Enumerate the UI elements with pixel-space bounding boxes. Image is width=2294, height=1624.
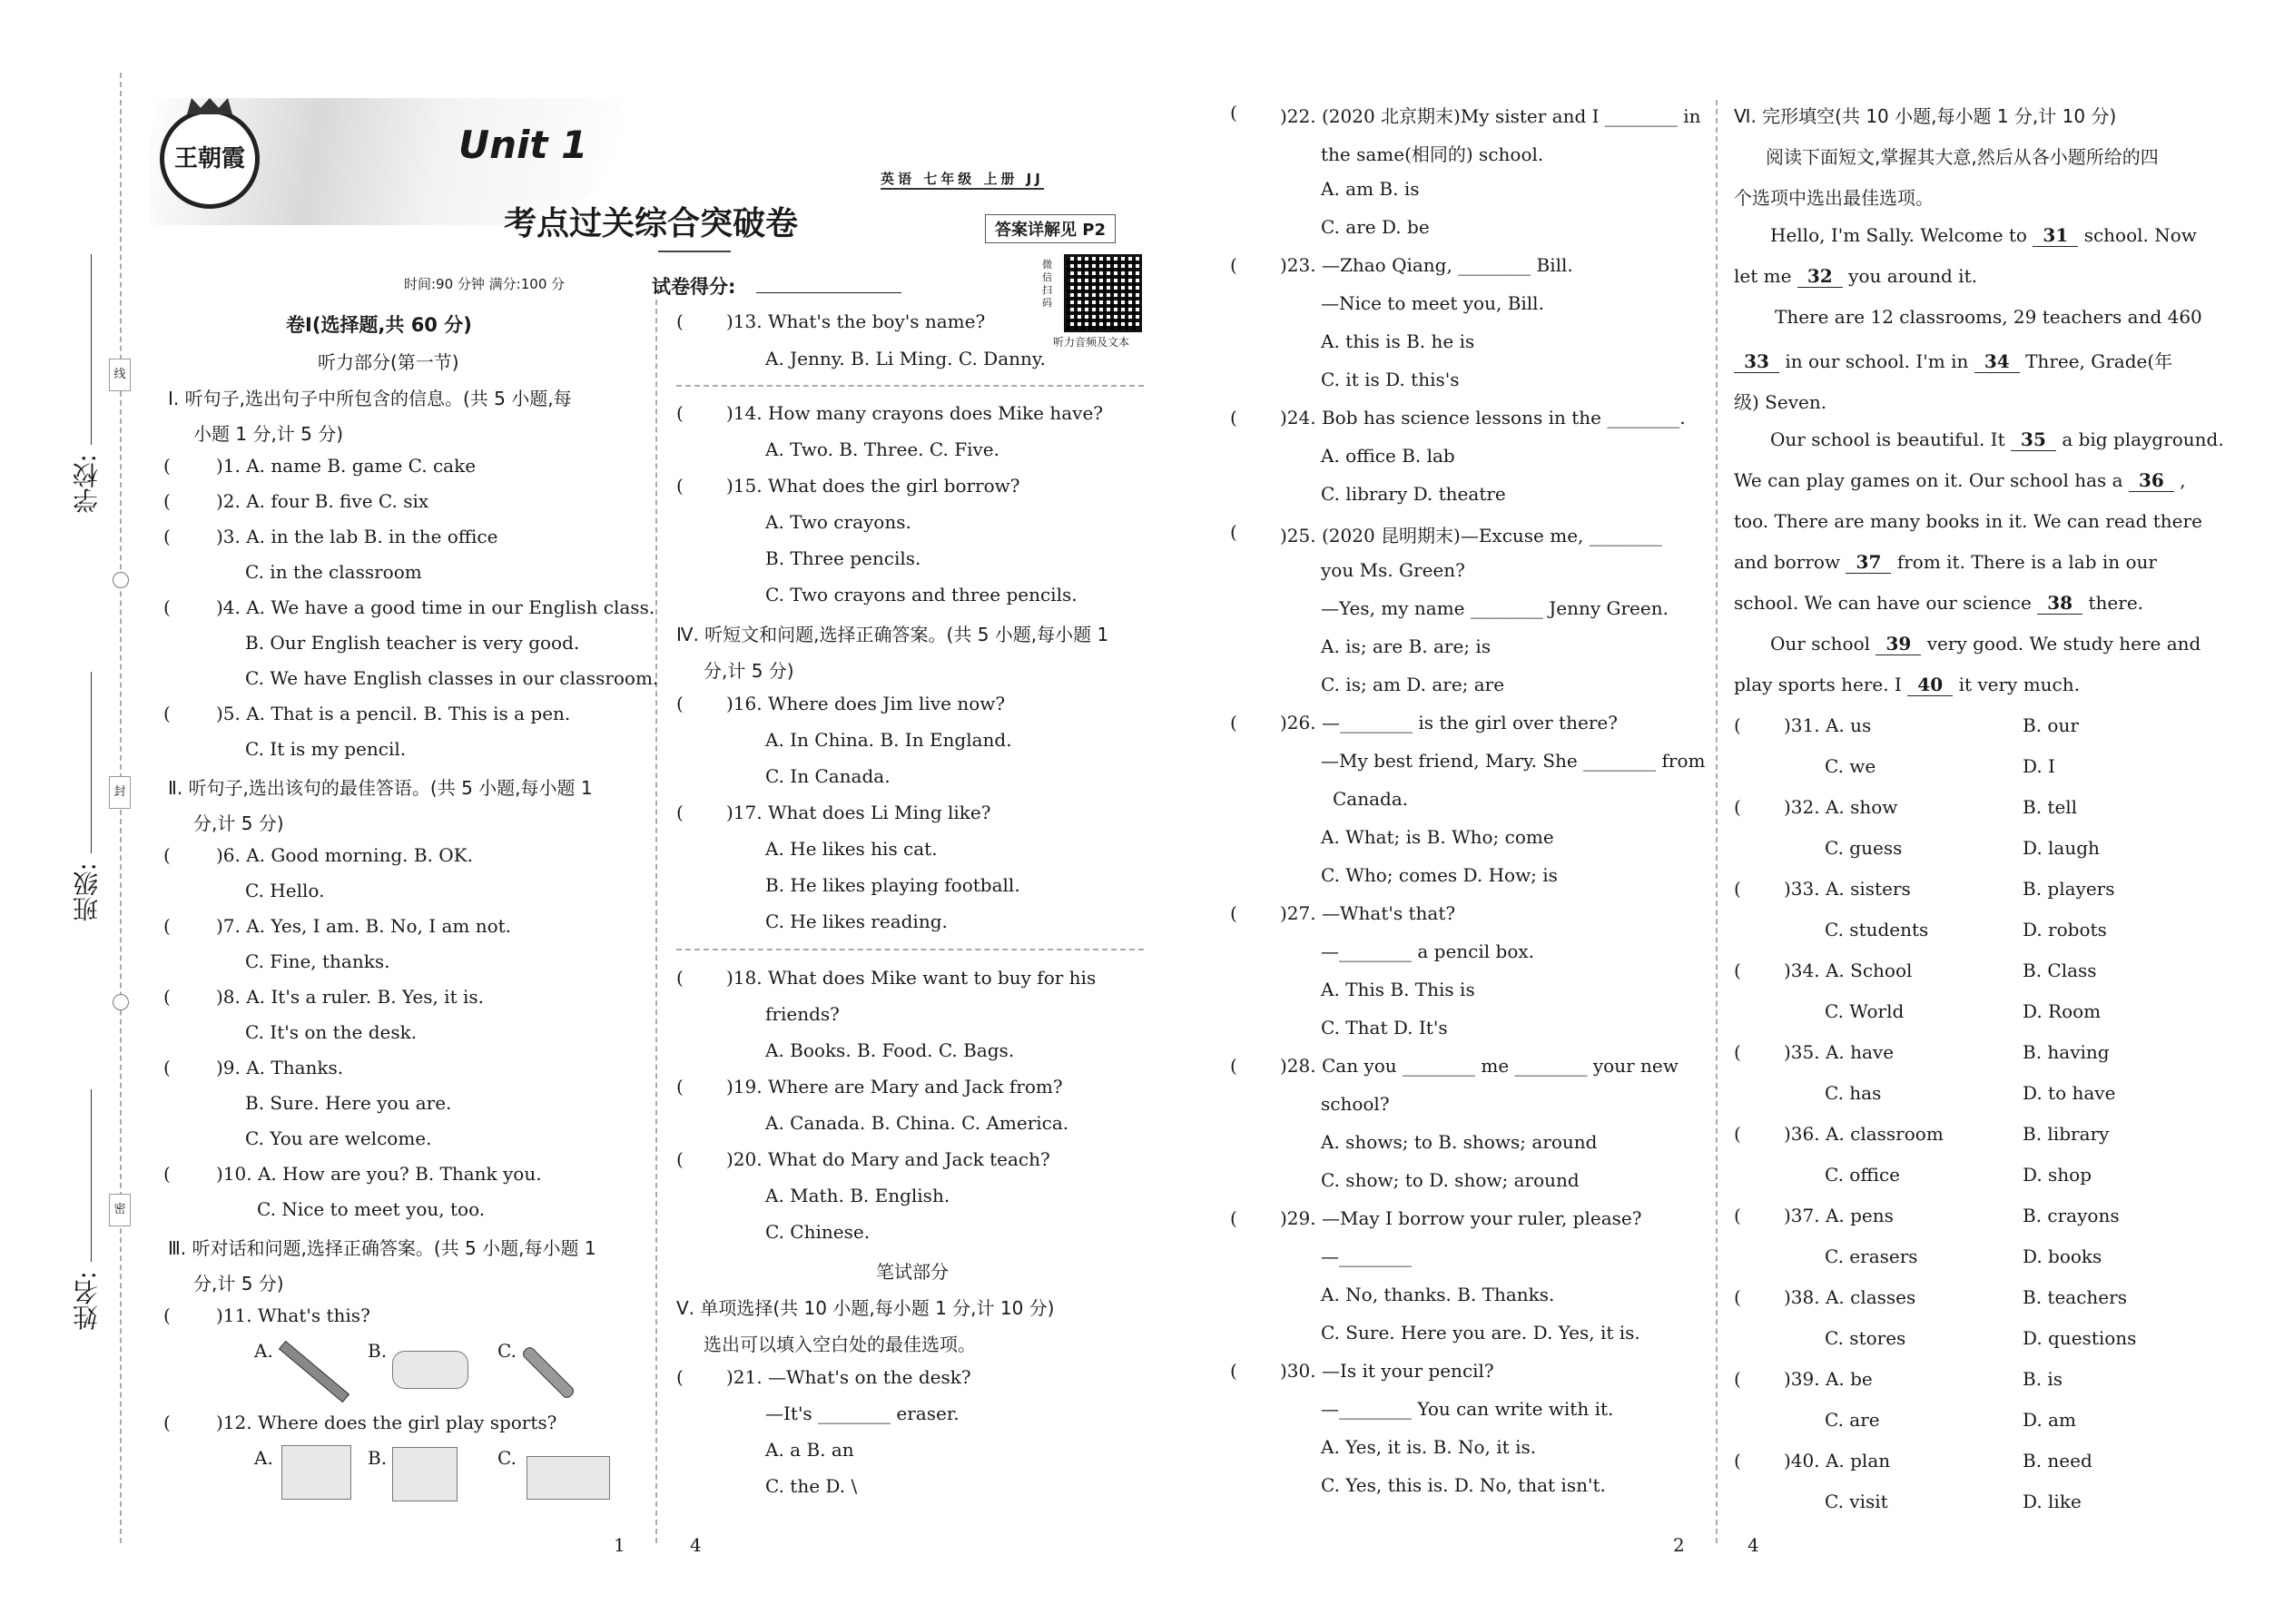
answer-paren[interactable]: ( (163, 1412, 171, 1433)
passage-line (1734, 674, 2080, 696)
option: C. That D. It's (1321, 1017, 1448, 1038)
question-9: )9. A. Thanks. (216, 1057, 344, 1078)
score-field[interactable] (756, 292, 901, 293)
question-26-cont: Canada. (1333, 788, 1409, 810)
option: D. laugh (2023, 837, 2100, 859)
option: A. Two. B. Three. C. Five. (765, 438, 999, 460)
answer-paren[interactable]: ( (1734, 1041, 1741, 1063)
question-38: )38. A. classes (1784, 1286, 1916, 1308)
answer-paren[interactable]: ( (163, 703, 171, 724)
section-heading: Ⅲ. 听对话和问题,选择正确答案。(共 5 小题,每小题 1 (168, 1237, 596, 1259)
section-heading: Ⅱ. 听句子,选出该句的最佳答语。(共 5 小题,每小题 1 (168, 777, 593, 799)
option: C. we (1825, 755, 1876, 777)
question-29: )29. —May I borrow your ruler, please? (1280, 1207, 1642, 1229)
question-23: )23. —Zhao Qiang, ________ Bill. (1280, 254, 1573, 276)
answer-paren[interactable]: ( (1230, 254, 1237, 276)
option: C. It's on the desk. (245, 1021, 418, 1043)
option: B. Sure. Here you are. (245, 1092, 452, 1114)
answer-paren[interactable]: ( (1734, 878, 1741, 900)
question-26-cont: —My best friend, Mary. She ________ from (1321, 750, 1706, 772)
question-3: )3. A. in the lab B. in the office (216, 526, 498, 547)
question-36: )36. A. classroom (1784, 1123, 1944, 1145)
option-label: B. (368, 1447, 388, 1469)
playground-image[interactable] (281, 1445, 351, 1500)
answer-ref-box (985, 214, 1116, 243)
question-40: )40. A. plan (1784, 1450, 1891, 1471)
passage-text: Our school is beautiful. It (1770, 428, 2005, 450)
brand-logo (160, 109, 260, 209)
question-33: )33. A. sisters (1784, 878, 1911, 900)
unit-title: Unit 1 (458, 123, 588, 167)
option: B. teachers (2023, 1286, 2127, 1308)
answer-paren[interactable]: ( (163, 490, 171, 512)
question-30-cont: —________ You can write with it. (1321, 1398, 1614, 1420)
option: B. Our English teacher is very good. (245, 632, 580, 654)
option: C. students (1825, 919, 1929, 940)
option: C. show; to D. show; around (1321, 1169, 1580, 1191)
answer-paren[interactable]: ( (676, 402, 684, 424)
answer-paren[interactable]: ( (163, 1163, 171, 1185)
question-4: )4. A. We have a good time in our English class. (216, 596, 655, 618)
class-label: 班级: (72, 862, 102, 922)
option: D. questions (2023, 1327, 2137, 1349)
option: D. robots (2023, 919, 2107, 940)
option: B. need (2023, 1450, 2092, 1471)
answer-paren[interactable]: ( (163, 526, 171, 547)
answer-paren[interactable]: ( (163, 915, 171, 937)
option: D. books (2023, 1245, 2102, 1267)
option: D. Room (2023, 1000, 2102, 1022)
option: C. Nice to meet you, too. (257, 1198, 486, 1220)
option: A. Books. B. Food. C. Bags. (765, 1039, 1015, 1061)
passage-text: too. There are many books in it. We can read there (1734, 510, 2202, 532)
column-divider (655, 300, 657, 1543)
passage-text: and borrow (1734, 551, 1841, 573)
option: C. erasers (1825, 1245, 1918, 1267)
passage-text: let me (1734, 265, 1792, 287)
answer-ref: 答案详解见 P2 (995, 221, 1106, 240)
question-23-cont: —Nice to meet you, Bill. (1321, 292, 1544, 314)
option: C. It is my pencil. (245, 738, 407, 760)
option: A. office B. lab (1321, 445, 1455, 467)
answer-paren[interactable]: ( (1734, 1123, 1741, 1145)
option: C. Sure. Here you are. D. Yes, it is. (1321, 1322, 1640, 1343)
option: C. the D. \ (765, 1475, 858, 1497)
school-label: 学校: (72, 454, 102, 514)
pencil-image[interactable] (279, 1341, 350, 1403)
option: A. Math. B. English. (765, 1185, 950, 1206)
passage-text: Three, Grade(年 (2025, 350, 2173, 372)
option: D. I (2023, 755, 2055, 777)
question-6: )6. A. Good morning. B. OK. (216, 844, 473, 866)
passage-line (1770, 224, 2197, 247)
qr-code[interactable] (1064, 254, 1142, 332)
page-divider (1716, 100, 1718, 1543)
section-instruction: 选出可以填入空白处的最佳选项。 (704, 1334, 976, 1355)
question-10: )10. A. How are you? B. Thank you. (216, 1163, 542, 1185)
question-31: )31. A. us (1784, 714, 1872, 736)
page-number: 1 (614, 1534, 625, 1556)
answer-paren[interactable]: ( (163, 844, 171, 866)
answer-paren[interactable]: ( (1734, 1286, 1741, 1308)
passage-text: There are 12 classrooms, 29 teachers and 460 (1775, 306, 2202, 328)
qr-side-label: 微信扫码 (1042, 259, 1052, 309)
option: B. players (2023, 878, 2115, 900)
page-number: 2 (1673, 1534, 1685, 1556)
option: C. has (1825, 1082, 1882, 1104)
passage-text: 级) Seven. (1734, 391, 1827, 413)
question-27-cont: —________ a pencil box. (1321, 940, 1534, 962)
pen-image[interactable] (521, 1345, 576, 1401)
passage-text: a big playground. (2062, 428, 2224, 450)
section-heading: Ⅰ. 听句子,选出句子中所包含的信息。(共 5 小题,每 (168, 388, 572, 409)
question-29-cont: —________ (1321, 1245, 1412, 1267)
answer-paren[interactable]: ( (1230, 1360, 1237, 1382)
question-12: )12. Where does the girl play sports? (216, 1412, 557, 1433)
option: B. library (2023, 1123, 2110, 1145)
passage-line (1734, 551, 2157, 574)
question-20: )20. What do Mary and Jack teach? (726, 1148, 1050, 1170)
passage-text: very good. We study here and (1926, 633, 2201, 655)
option: A. a B. an (765, 1439, 854, 1461)
blank-34[interactable]: 34 (1974, 350, 2020, 373)
pencil-case-image[interactable] (392, 1351, 468, 1389)
option: C. World (1825, 1000, 1905, 1022)
option-label: A. (254, 1447, 273, 1469)
answer-paren[interactable]: ( (1230, 407, 1237, 428)
option: A. Canada. B. China. C. America. (765, 1112, 1069, 1134)
option: C. Chinese. (765, 1221, 871, 1243)
answer-paren[interactable]: ( (1734, 1368, 1741, 1390)
passage-text: Our school (1770, 633, 1871, 655)
question-21-cont: —It's ________ eraser. (765, 1403, 960, 1424)
name-label: 姓名: (72, 1271, 102, 1331)
option: A. this is B. he is (1321, 330, 1475, 352)
field-image[interactable] (527, 1456, 610, 1500)
option: B. tell (2023, 796, 2078, 818)
score-label: 试卷得分: (652, 276, 736, 298)
blank-31[interactable]: 31 (2033, 224, 2078, 247)
written-title: 笔试部分 (876, 1261, 949, 1283)
option-label: B. (368, 1340, 388, 1362)
seal-box-line: 线 (109, 359, 131, 391)
passage-text: from it. There is a lab in our (1896, 551, 2157, 573)
option: A. In China. B. In England. (765, 729, 1012, 751)
answer-paren[interactable]: ( (676, 310, 684, 332)
option: C. office (1825, 1164, 1900, 1186)
blank-35[interactable]: 35 (2011, 428, 2056, 451)
circle-icon (113, 572, 129, 588)
passage-text: there. (2088, 592, 2144, 614)
option: A. What; is B. Who; come (1321, 826, 1554, 848)
section-heading: 分,计 5 分) (193, 1273, 284, 1294)
passage-line (1734, 347, 2172, 373)
passage-text: you around it. (1848, 265, 1977, 287)
option: C. guess (1825, 837, 1903, 859)
option: B. He likes playing football. (765, 874, 1020, 896)
option: C. We have English classes in our classroom. (245, 667, 659, 689)
question-1: )1. A. name B. game C. cake (216, 455, 477, 477)
option: A. Two crayons. (765, 511, 911, 533)
answer-paren[interactable]: ( (1734, 714, 1741, 736)
option: C. it is D. this's (1321, 369, 1460, 390)
option: C. are (1825, 1409, 1880, 1431)
option: C. Hello. (245, 880, 325, 901)
question-2: )2. A. four B. five C. six (216, 490, 429, 512)
option: B. Three pencils. (765, 547, 921, 569)
option: C. are D. be (1321, 216, 1430, 238)
option-label: A. (254, 1340, 273, 1362)
passage-text: in our school. I'm in (1785, 350, 1969, 372)
page-number: 4 (1748, 1534, 1759, 1556)
question-24: )24. Bob has science lessons in the ________. (1280, 407, 1686, 428)
question-35: )35. A. have (1784, 1041, 1895, 1063)
answer-paren[interactable]: ( (1230, 521, 1237, 543)
blank-32[interactable]: 32 (1797, 265, 1843, 288)
answer-paren[interactable]: ( (1230, 1207, 1237, 1229)
option: C. Yes, this is. D. No, that isn't. (1321, 1474, 1606, 1496)
question-5: )5. A. That is a pencil. B. This is a pen. (216, 703, 571, 724)
section-heading: Ⅳ. 听短文和问题,选择正确答案。(共 5 小题,每小题 1 (676, 624, 1109, 645)
option: D. am (2023, 1409, 2076, 1431)
answer-paren[interactable]: ( (1734, 796, 1741, 818)
answer-paren[interactable]: ( (676, 1076, 684, 1097)
blank-39[interactable]: 39 (1876, 633, 1921, 655)
passage-text: We can play games on it. Our school has a (1734, 469, 2123, 491)
option: D. like (2023, 1491, 2082, 1512)
paper-title: 考点过关综合突破卷 (504, 204, 799, 242)
option: C. In Canada. (765, 765, 891, 787)
option-label: C. (497, 1447, 517, 1469)
passage-line (1770, 633, 2200, 655)
option: A. No, thanks. B. Thanks. (1321, 1284, 1555, 1305)
answer-paren[interactable]: ( (163, 1057, 171, 1078)
name-field[interactable] (91, 1089, 93, 1262)
question-25-cont: —Yes, my name ________ Jenny Green. (1321, 597, 1669, 619)
question-30: )30. —Is it your pencil? (1280, 1360, 1494, 1382)
question-27: )27. —What's that? (1280, 902, 1456, 924)
answer-paren[interactable]: ( (1230, 712, 1237, 733)
option-label: C. (497, 1340, 517, 1362)
question-25-cont: you Ms. Green? (1321, 559, 1465, 581)
option: C. Two crayons and three pencils. (765, 584, 1078, 605)
option: A. He likes his cat. (765, 838, 938, 860)
option: C. is; am D. are; are (1321, 674, 1505, 695)
answer-paren[interactable]: ( (676, 802, 684, 823)
option: A. am B. is (1321, 178, 1420, 200)
question-11: )11. What's this? (216, 1304, 370, 1326)
answer-paren[interactable]: ( (676, 1366, 684, 1388)
answer-paren[interactable]: ( (1230, 102, 1237, 123)
question-17: )17. What does Li Ming like? (726, 802, 991, 823)
answer-paren[interactable]: ( (1734, 1205, 1741, 1226)
passage-text: it very much. (1958, 674, 2080, 695)
question-7: )7. A. Yes, I am. B. No, I am not. (216, 915, 512, 937)
option: C. library D. theatre (1321, 483, 1506, 505)
question-21: )21. —What's on the desk? (726, 1366, 971, 1388)
answer-paren[interactable]: ( (163, 1304, 171, 1326)
answer-paren[interactable]: ( (1734, 960, 1741, 981)
option: A. Jenny. B. Li Ming. C. Danny. (765, 348, 1046, 369)
passage-line (1734, 592, 2143, 615)
option: B. having (2023, 1041, 2110, 1063)
section-heading: 小题 1 分,计 5 分) (193, 423, 344, 445)
question-22: )22. (2020 北京期末)My sister and I ________ in (1280, 105, 1701, 127)
section-heading: 分,计 5 分) (704, 660, 794, 682)
passage-line (1734, 265, 1977, 288)
page-number: 4 (690, 1534, 702, 1556)
part-title: 卷Ⅰ(选择题,共 60 分) (286, 314, 472, 336)
answer-paren[interactable]: ( (1230, 1055, 1237, 1077)
logo-text: 王朝霞 (173, 145, 245, 172)
passage-line: We can play games on it. Our school has a 36 , (1734, 469, 2186, 491)
option: A. This B. This is (1321, 979, 1475, 1000)
blank-33[interactable]: 33 (1734, 350, 1779, 373)
divider (676, 385, 1144, 387)
question-25: )25. (2020 昆明期末)—Excuse me, ________ (1280, 525, 1662, 546)
blank-36[interactable]: 36 (2129, 469, 2174, 492)
option: C. He likes reading. (765, 910, 948, 932)
school-field[interactable] (91, 254, 93, 445)
instruction: 阅读下面短文,掌握其大意,然后从各小题所给的四 (1766, 146, 2159, 168)
question-15: )15. What does the girl borrow? (726, 475, 1020, 497)
blank-37[interactable]: 37 (1846, 551, 1891, 574)
question-37: )37. A. pens (1784, 1205, 1894, 1226)
dot-divider (658, 251, 731, 252)
answer-paren[interactable]: ( (1734, 1450, 1741, 1471)
question-19: )19. Where are Mary and Jack from? (726, 1076, 1063, 1097)
option: C. Who; comes D. How; is (1321, 864, 1558, 886)
answer-paren[interactable]: ( (676, 475, 684, 497)
option: A. shows; to B. shows; around (1321, 1131, 1598, 1153)
answer-paren[interactable]: ( (163, 596, 171, 618)
question-34: )34. A. School (1784, 960, 1913, 981)
question-39: )39. A. be (1784, 1368, 1873, 1390)
passage-text: school. Now (2083, 224, 2197, 246)
option: B. crayons (2023, 1205, 2120, 1226)
question-18-cont: friends? (765, 1003, 840, 1025)
question-14: )14. How many crayons does Mike have? (726, 402, 1104, 424)
question-8: )8. A. It's a ruler. B. Yes, it is. (216, 986, 484, 1008)
class-field[interactable] (91, 672, 93, 853)
question-13: )13. What's the boy's name? (726, 310, 986, 332)
seal-box-secret: 密 (109, 1194, 131, 1226)
passage-text: school. We can have our science (1734, 592, 2032, 614)
answer-paren[interactable]: ( (676, 693, 684, 714)
answer-paren[interactable]: ( (676, 1148, 684, 1170)
option: A. is; are B. are; is (1321, 635, 1492, 657)
exam-time: 时间:90 分钟 满分:100 分 (404, 276, 566, 292)
option: B. our (2023, 714, 2079, 736)
passage-text: play sports here. I (1734, 674, 1902, 695)
question-16: )16. Where does Jim live now? (726, 693, 1006, 714)
option: C. You are welcome. (245, 1127, 432, 1149)
section-heading: Ⅵ. 完形填空(共 10 小题,每小题 1 分,计 10 分) (1734, 105, 2117, 127)
seal-box-seal: 封 (109, 776, 131, 809)
answer-paren[interactable]: ( (676, 967, 684, 989)
listening-title: 听力部分(第一节) (318, 351, 459, 373)
question-22-cont: the same(相同的) school. (1321, 143, 1544, 165)
blank-40[interactable]: 40 (1907, 674, 1953, 696)
instruction: 个选项中选出最佳选项。 (1734, 187, 1934, 209)
divider (676, 949, 1144, 950)
question-32: )32. A. show (1784, 796, 1898, 818)
option: B. is (2023, 1368, 2063, 1390)
section-heading: Ⅴ. 单项选择(共 10 小题,每小题 1 分,计 10 分) (676, 1297, 1055, 1319)
passage-line (1770, 428, 2224, 451)
circle-icon (113, 994, 129, 1010)
section-heading: 分,计 5 分) (193, 812, 284, 834)
option: D. shop (2023, 1164, 2092, 1186)
question-28: )28. Can you ________ me ________ your new (1280, 1055, 1679, 1077)
answer-paren[interactable]: ( (163, 986, 171, 1008)
question-26: )26. —________ is the girl over there? (1280, 712, 1618, 733)
blank-38[interactable]: 38 (2037, 592, 2082, 615)
qr-caption: 听力音频及文本 (1053, 336, 1130, 349)
option: B. Class (2023, 960, 2097, 981)
meta-tag: 英语 七年级 上册 JJ (881, 169, 1044, 190)
answer-paren[interactable]: ( (163, 455, 171, 477)
passage-text: Hello, I'm Sally. Welcome to (1770, 224, 2027, 246)
option: C. stores (1825, 1327, 1906, 1349)
option: A. Yes, it is. B. No, it is. (1321, 1436, 1537, 1458)
option: D. to have (2023, 1082, 2116, 1104)
option: C. in the classroom (245, 561, 422, 583)
option: C. visit (1825, 1491, 1888, 1512)
answer-paren[interactable]: ( (1230, 902, 1237, 924)
school-building-image[interactable] (392, 1447, 458, 1501)
question-18: )18. What does Mike want to buy for his (726, 967, 1097, 989)
question-28-cont: school? (1321, 1093, 1390, 1115)
option: C. Fine, thanks. (245, 950, 390, 972)
